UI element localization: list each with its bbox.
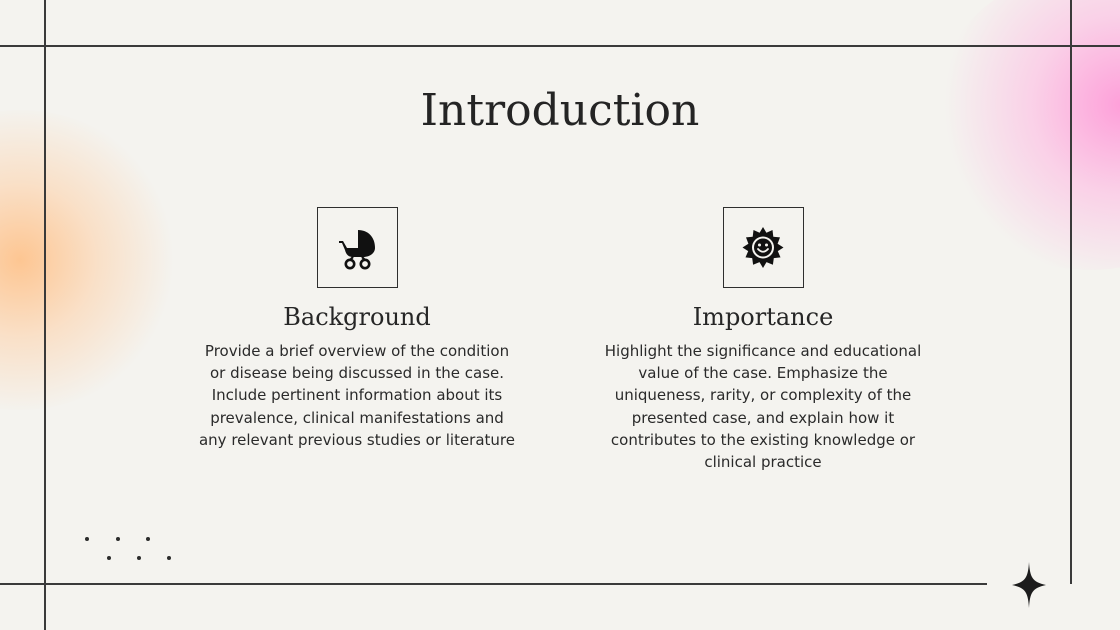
background-text: Provide a brief overview of the condition or disease being discussed in the case. Include pertinent information about its prevalence, clinical manifestations and any relevant previous studies or literature <box>198 342 515 449</box>
four-point-star-icon <box>1012 562 1046 608</box>
importance-heading: Importance <box>692 303 834 331</box>
background-icon-box <box>317 207 398 288</box>
dot <box>107 556 111 560</box>
dot <box>137 556 141 560</box>
dot <box>85 537 89 541</box>
bottom-frame-line <box>0 583 987 585</box>
smiling-sun-icon <box>741 226 785 270</box>
importance-text: Highlight the significance and educational value of the case. Emphasize the uniqueness, rarity, or complexity of the presented case, and explain how it contributes to the existing knowledge or clinical practice <box>604 342 922 472</box>
dot <box>116 537 120 541</box>
background-section <box>197 207 517 451</box>
importance-icon-box <box>723 207 804 288</box>
dot <box>146 537 150 541</box>
background-heading: Background <box>283 303 431 331</box>
dot <box>167 556 171 560</box>
importance-section <box>603 207 923 473</box>
orange-glow-decoration <box>0 110 180 410</box>
top-frame-line <box>0 45 1120 47</box>
slide-title: Introduction <box>420 85 700 136</box>
baby-stroller-icon <box>335 226 379 270</box>
